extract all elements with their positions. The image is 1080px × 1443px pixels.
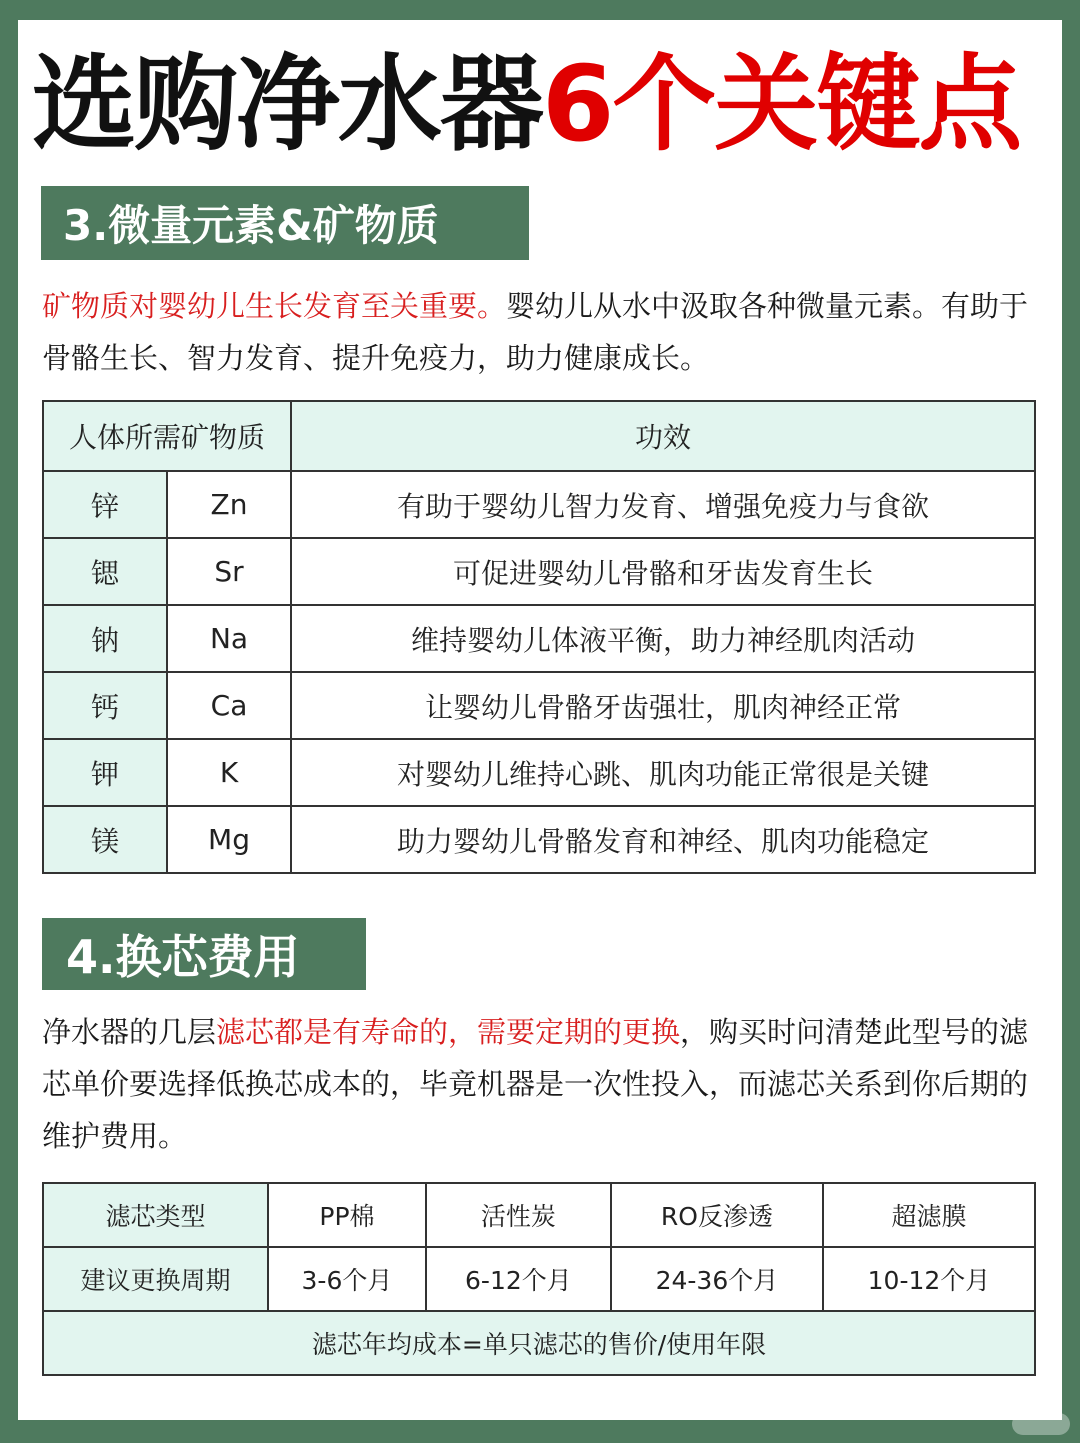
header-effect: 功效 (291, 401, 1035, 471)
filter-type-label: 滤芯类型 (43, 1183, 268, 1247)
filter-type-cell: PP棉 (268, 1183, 426, 1247)
mineral-effect: 让婴幼儿骨骼牙齿强壮，肌肉神经正常 (291, 672, 1035, 739)
title-black-part: 选购净水器 (32, 43, 543, 165)
mineral-name: 钾 (43, 739, 167, 806)
section3-header: 3.微量元素&矿物质 (41, 186, 529, 260)
mineral-name: 镁 (43, 806, 167, 873)
mineral-symbol: Sr (167, 538, 291, 605)
filter-type-cell: 活性炭 (426, 1183, 611, 1247)
cost-formula: 滤芯年均成本=单只滤芯的售价/使用年限 (43, 1311, 1035, 1375)
mineral-table-header-row (43, 401, 1035, 471)
mineral-table (42, 400, 1036, 874)
table-row (43, 739, 1035, 806)
mineral-effect: 有助于婴幼儿智力发育、增强免疫力与食欲 (291, 471, 1035, 538)
filter-type-cell: RO反渗透 (611, 1183, 823, 1247)
section4-header: 4.换芯费用 (42, 918, 366, 990)
cost-formula-row (43, 1311, 1035, 1375)
mineral-symbol: Na (167, 605, 291, 672)
section3-body: 婴幼儿从水中汲取各种微量元素。有助于骨骼生长、智力发育、提升免疫力，助力健康成长。 (42, 289, 1029, 375)
mineral-effect: 可促进婴幼儿骨骼和牙齿发育生长 (291, 538, 1035, 605)
table-row (43, 672, 1035, 739)
mineral-name: 钠 (43, 605, 167, 672)
table-row (43, 806, 1035, 873)
header-minerals: 人体所需矿物质 (43, 401, 291, 471)
mineral-name: 锶 (43, 538, 167, 605)
page-title (32, 43, 1021, 165)
replacement-period-cell: 3-6个月 (268, 1247, 426, 1311)
section4-highlight: 滤芯都是有寿命的，需要定期的更换 (216, 1015, 681, 1049)
replacement-period-label: 建议更换周期 (43, 1247, 268, 1311)
section4-body-end: ，购买时问清楚此型号的滤芯单价要选择低换芯成本的，毕竟机器是一次性投入，而滤芯关系到你后期的维护费用。 (42, 1015, 1029, 1153)
mineral-symbol: Mg (167, 806, 291, 873)
replacement-period-row (43, 1247, 1035, 1311)
filter-type-row (43, 1183, 1035, 1247)
filter-type-cell: 超滤膜 (823, 1183, 1035, 1247)
filter-table (42, 1182, 1036, 1376)
mineral-symbol: Ca (167, 672, 291, 739)
mineral-symbol: Zn (167, 471, 291, 538)
section4-body-start: 净水器的几层 (42, 1015, 217, 1049)
title-red-part: 6个关键点 (542, 43, 1021, 165)
mineral-name: 钙 (43, 672, 167, 739)
watermark (1012, 1413, 1070, 1435)
mineral-name: 锌 (43, 471, 167, 538)
mineral-symbol: K (167, 739, 291, 806)
replacement-period-cell: 6-12个月 (426, 1247, 611, 1311)
table-row (43, 471, 1035, 538)
replacement-period-cell: 24-36个月 (611, 1247, 823, 1311)
mineral-effect: 对婴幼儿维持心跳、肌肉功能正常很是关键 (291, 739, 1035, 806)
section3-paragraph (42, 280, 1042, 384)
table-row (43, 605, 1035, 672)
replacement-period-cell: 10-12个月 (823, 1247, 1035, 1311)
table-row (43, 538, 1035, 605)
section3-highlight: 矿物质对婴幼儿生长发育至关重要。 (42, 289, 507, 323)
section4-paragraph (42, 1006, 1042, 1162)
mineral-effect: 维持婴幼儿体液平衡，助力神经肌肉活动 (291, 605, 1035, 672)
mineral-effect: 助力婴幼儿骨骼发育和神经、肌肉功能稳定 (291, 806, 1035, 873)
